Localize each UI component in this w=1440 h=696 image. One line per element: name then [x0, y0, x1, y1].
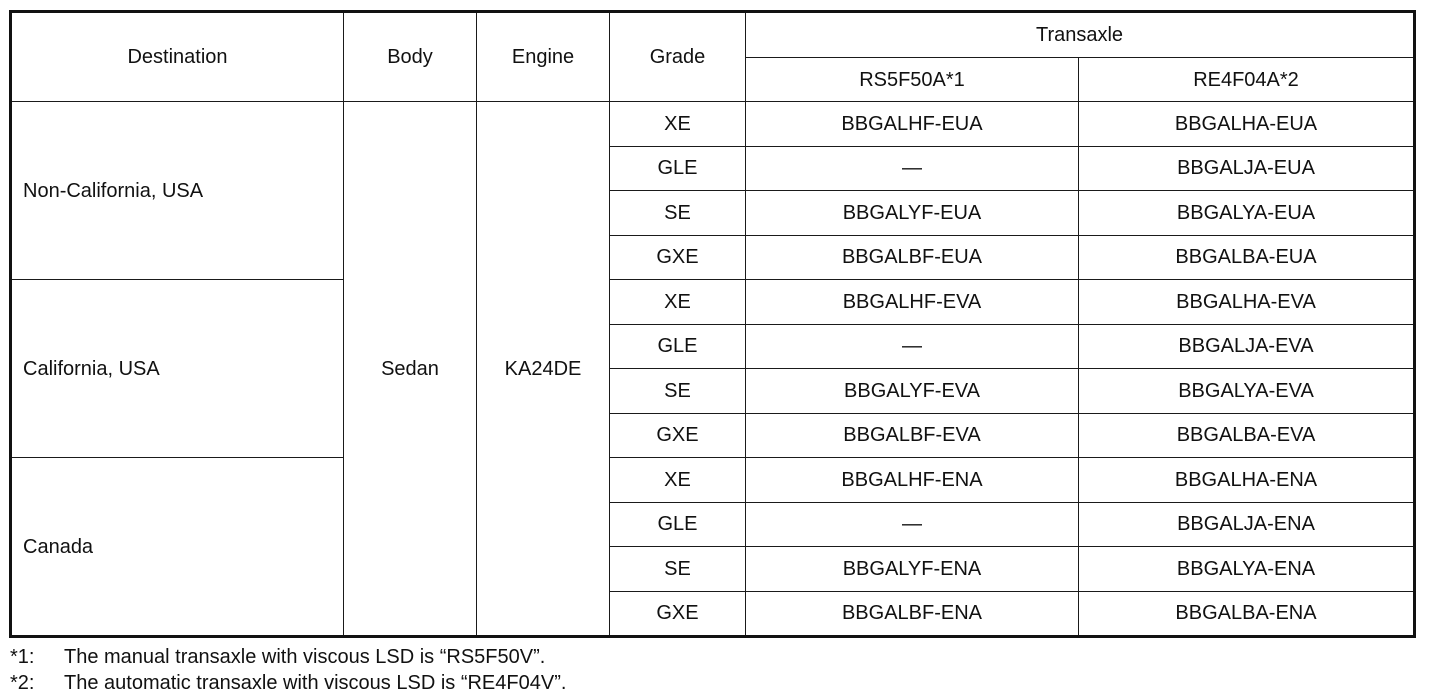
manual-model-code-cell: BBGALBF-EVA	[746, 413, 1079, 458]
footnote	[10, 670, 566, 696]
grade-cell: GLE	[610, 324, 746, 369]
automatic-model-code-cell: BBGALBA-ENA	[1079, 591, 1415, 637]
grade-cell: XE	[610, 102, 746, 147]
footnote-mark: *1:	[10, 646, 35, 668]
automatic-model-code-cell: BBGALBA-EUA	[1079, 235, 1415, 280]
manual-model-code-cell: BBGALBF-ENA	[746, 591, 1079, 637]
manual-model-code-cell: BBGALHF-ENA	[746, 458, 1079, 503]
destination-cell: Non-California, USA	[11, 102, 344, 280]
header-manual-transaxle: RS5F50A*1	[746, 58, 1079, 102]
grade-cell: GXE	[610, 235, 746, 280]
grade-cell: GXE	[610, 591, 746, 637]
automatic-model-code-cell: BBGALHA-EVA	[1079, 280, 1415, 325]
manual-model-code-cell: BBGALHF-EVA	[746, 280, 1079, 325]
manual-model-code-cell: —	[746, 324, 1079, 369]
manual-model-code-cell: BBGALYF-EVA	[746, 369, 1079, 414]
automatic-model-code-cell: BBGALHA-EUA	[1079, 102, 1415, 147]
header-engine: Engine	[477, 12, 610, 102]
automatic-model-code-cell: BBGALJA-ENA	[1079, 502, 1415, 547]
automatic-model-code-cell: BBGALYA-EUA	[1079, 191, 1415, 236]
table-header	[11, 12, 1415, 102]
grade-cell: XE	[610, 280, 746, 325]
grade-cell: GXE	[610, 413, 746, 458]
grade-cell: SE	[610, 369, 746, 414]
body-cell: Sedan	[344, 102, 477, 637]
footnotes	[10, 644, 566, 696]
table-row	[11, 458, 1415, 503]
automatic-model-code-cell: BBGALJA-EVA	[1079, 324, 1415, 369]
footnote-mark: *2:	[10, 672, 35, 694]
table-row	[11, 102, 1415, 147]
header-body: Body	[344, 12, 477, 102]
manual-model-code-cell: —	[746, 502, 1079, 547]
table-body	[11, 102, 1415, 637]
automatic-model-code-cell: BBGALYA-ENA	[1079, 547, 1415, 592]
table-row	[11, 280, 1415, 325]
destination-cell: California, USA	[11, 280, 344, 458]
automatic-model-code-cell: BBGALJA-EUA	[1079, 146, 1415, 191]
header-grade: Grade	[610, 12, 746, 102]
header-destination: Destination	[11, 12, 344, 102]
footnote-text: The automatic transaxle with viscous LSD is “RE4F04V”.	[64, 672, 567, 694]
grade-cell: XE	[610, 458, 746, 503]
destination-cell: Canada	[11, 458, 344, 637]
engine-cell: KA24DE	[477, 102, 610, 637]
grade-cell: GLE	[610, 502, 746, 547]
manual-model-code-cell: BBGALYF-EUA	[746, 191, 1079, 236]
manual-model-code-cell: —	[746, 146, 1079, 191]
footnote	[10, 644, 566, 670]
grade-cell: GLE	[610, 146, 746, 191]
header-automatic-transaxle: RE4F04A*2	[1079, 58, 1415, 102]
grade-cell: SE	[610, 547, 746, 592]
manual-model-code-cell: BBGALBF-EUA	[746, 235, 1079, 280]
footnote-text: The manual transaxle with viscous LSD is “RS5F50V”.	[64, 646, 546, 668]
automatic-model-code-cell: BBGALBA-EVA	[1079, 413, 1415, 458]
model-variation-table	[9, 10, 1416, 638]
grade-cell: SE	[610, 191, 746, 236]
automatic-model-code-cell: BBGALHA-ENA	[1079, 458, 1415, 503]
automatic-model-code-cell: BBGALYA-EVA	[1079, 369, 1415, 414]
header-transaxle: Transaxle	[746, 12, 1415, 58]
manual-model-code-cell: BBGALYF-ENA	[746, 547, 1079, 592]
manual-model-code-cell: BBGALHF-EUA	[746, 102, 1079, 147]
